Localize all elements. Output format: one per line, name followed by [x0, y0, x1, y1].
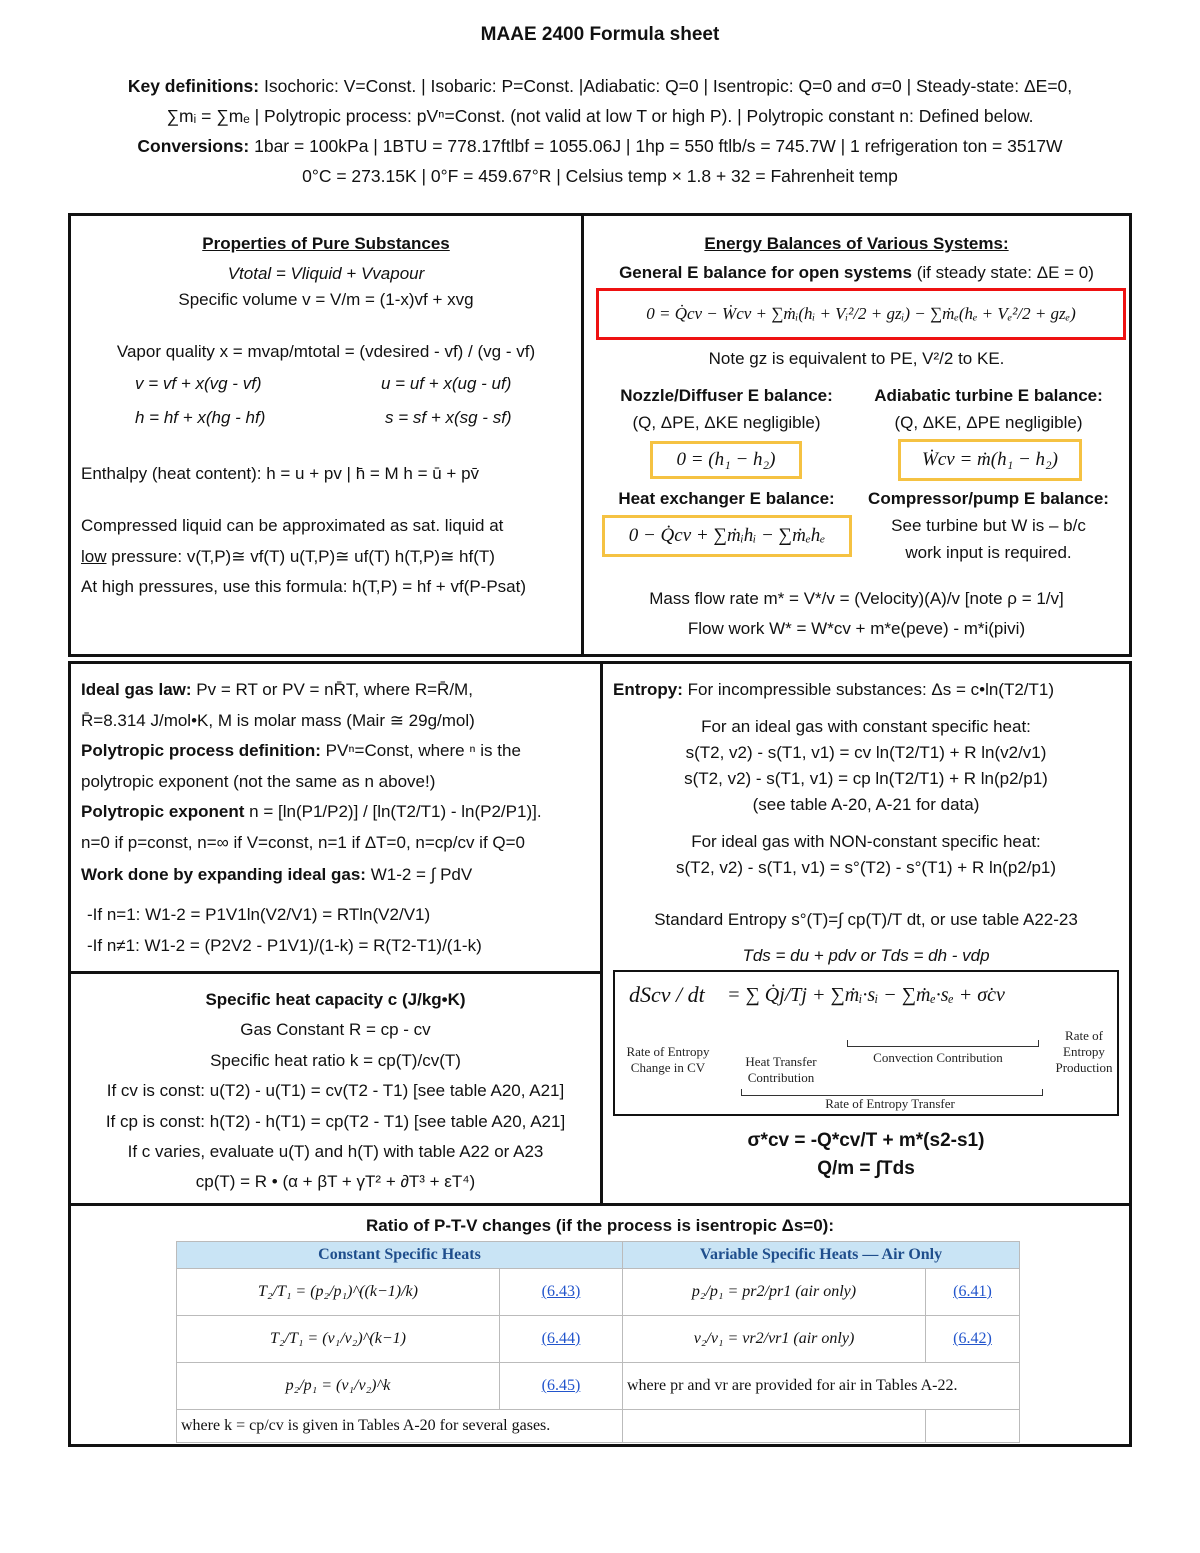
cp-heat-ratio: Specific heat ratio k = cp(T)/cv(T): [210, 1051, 461, 1070]
eq-6-42: v₂/v₁ = vr2/vr1 (air only): [623, 1316, 926, 1363]
pure-specific-volume: Specific volume v = V/m = (1-x)vf + xvg: [178, 290, 474, 309]
link-6-45[interactable]: (6.45): [541, 1377, 581, 1394]
label-entropy-production: Rate of Entropy Production: [1055, 1028, 1113, 1075]
key-definitions-text: Isochoric: V=Const. | Isobaric: P=Const. |Adiabatic: Q=0 | Isentropic: Q=0 and σ=0 | Steady-state: ΔE=0,: [263, 76, 1073, 96]
tds-relations: Tds = du + pdv or Tds = dh - vdp: [742, 946, 990, 965]
label-convection: Convection Contribution: [873, 1050, 1003, 1065]
compressor-line1: See turbine but W is – b/c: [891, 516, 1086, 535]
ideal-gas-law-label: Ideal gas law:: [81, 680, 192, 699]
general-energy-equation: 0 = Q̇cv − Ẇcv + ∑ṁᵢ(hᵢ + Vᵢ²/2 + gzᵢ) − ∑ṁₑ(hₑ + Vₑ²/2 + gzₑ): [596, 288, 1126, 340]
pure-compressed-liquid: Compressed liquid can be approximated as sat. liquid at: [81, 516, 504, 535]
pure-low-word: low: [81, 547, 107, 566]
nozzle-label: Nozzle/Diffuser E balance:: [620, 386, 833, 405]
polytropic-exponent-text: n = [ln(P1/P2)] / [ln(T2/T1) - ln(P2/P1)].: [249, 802, 542, 821]
work-n-not-1: -If n≠1: W1-2 = (P2V2 - P1V1)/(1-k) = R(T2-T1)/(1-k): [87, 936, 482, 955]
entropy-cp-formula: s(T2, v2) - s(T1, v1) = cp ln(T2/T1) + R ln(p2/p1): [684, 769, 1048, 788]
pure-enthalpy: Enthalpy (heat content): h = u + pv | h̄ = M h = ū + pv̄: [81, 464, 480, 483]
transfer-brace: [741, 1089, 1043, 1096]
eq-6-45: p₂/p₁ = (v₁/v₂)^k: [177, 1363, 500, 1410]
entropy-generation: σ*cv = -Q*cv/T + m*(s2-s1): [747, 1130, 985, 1151]
entropy-const-heading: For an ideal gas with constant specific heat:: [701, 717, 1031, 736]
entropy-incompressible: [613, 680, 1054, 700]
pure-high-pressure: At high pressures, use this formula: h(T,P) = hf + vf(P-Psat): [81, 577, 527, 596]
table-row: [177, 1316, 1020, 1363]
compressor-label: Compressor/pump E balance:: [868, 489, 1109, 508]
polytropic-exponent-label: Polytropic exponent: [81, 802, 245, 821]
hx-equation: 0 − Q̇cv + ∑ṁᵢhᵢ − ∑ṁₑhₑ: [602, 515, 852, 557]
hx-label: Heat exchanger E balance:: [618, 489, 835, 508]
key-definitions-label: Key definitions:: [127, 76, 260, 96]
expansion-work-label: Work done by expanding ideal gas:: [81, 865, 366, 884]
temperature-conversions: 0°C = 273.15K | 0°F = 459.67°R | Celsius temp × 1.8 + 32 = Fahrenheit temp: [302, 166, 898, 186]
empty-cell: [623, 1410, 926, 1443]
cp-gas-constant: Gas Constant R = cp - cv: [240, 1020, 431, 1039]
entropy-rate-lhs: dScv / dt: [629, 982, 705, 1007]
cp-varies: If c varies, evaluate u(T) and h(T) with table A22 or A23: [127, 1142, 544, 1161]
turbine-label: Adiabatic turbine E balance:: [874, 386, 1103, 405]
standard-entropy: Standard Entropy s°(T)=∫ cp(T)/T dt, or use table A22-23: [654, 910, 1078, 929]
expansion-work: [81, 865, 472, 885]
ptv-table: [176, 1241, 1020, 1443]
specific-heat-box: [68, 971, 603, 1206]
constant-heats-note: where k = cp/cv is given in Tables A-20 for several gases.: [177, 1410, 623, 1443]
entropy-rate-rhs: = ∑ Q̇j/Tj + ∑ṁᵢ·sᵢ − ∑ṁₑ·sₑ + σ̇cv: [727, 984, 1005, 1006]
energy-box: [581, 213, 1132, 657]
ideal-gas-law-text: Pv = RT or PV = nR̄T, where R=R̄/M,: [196, 680, 473, 699]
expansion-work-text: W1-2 = ∫ PdV: [370, 865, 473, 884]
polytropic-definition-text: PVⁿ=Const, where ⁿ is the: [325, 741, 521, 760]
conversions-text: 1bar = 100kPa | 1BTU = 778.17ftlbf = 1055.06J | 1hp = 550 ftlb/s = 745.7W | 1 refrigeration ton = 3517W: [254, 136, 1063, 156]
gas-constant: R̄=8.314 J/mol•K, M is molar mass (Mair ≅ 29g/mol): [81, 711, 475, 730]
table-row: [177, 1363, 1020, 1410]
entropy-table-note: (see table A-20, A-21 for data): [752, 795, 980, 814]
energy-general-note: (if steady state: ΔE = 0): [916, 263, 1094, 282]
pure-total-volume: Vtotal = Vliquid + Vvapour: [227, 264, 425, 283]
ptv-heading: Ratio of P-T-V changes (if the process is isentropic Δs=0):: [365, 1216, 834, 1235]
energy-note: Note gz is equivalent to PE, V²/2 to KE.: [708, 349, 1005, 368]
pure-s-quality: s = sf + x(sg - sf): [385, 408, 512, 427]
polytropic-exponent: [81, 802, 542, 822]
pure-substances-box: [68, 213, 584, 657]
ptv-header-row: [177, 1242, 1020, 1269]
cp-cv-const: If cv is const: u(T2) - u(T1) = cv(T2 - T1) [see table A20, A21]: [106, 1081, 565, 1100]
key-definitions-cont: ∑mᵢ = ∑mₑ | Polytropic process: pVⁿ=Const. (not valid at low T or high P). | Polytropic constant n: Defined below.: [166, 106, 1034, 126]
empty-cell: [926, 1410, 1020, 1443]
polytropic-definition-label: Polytropic process definition:: [81, 741, 321, 760]
entropy-nonconst-formula: s(T2, v2) - s(T1, v1) = s°(T2) - s°(T1) + R ln(p2/p1): [675, 858, 1057, 877]
flow-work: Flow work W* = W*cv + m*e(peve) - m*i(pivi): [687, 619, 1026, 638]
label-heat-transfer: Heat Transfer Contribution: [745, 1054, 817, 1085]
turbine-equation: Ẇcv = ṁ(h₁ − h₂): [898, 439, 1082, 481]
pure-v-quality: v = vf + x(vg - vf): [135, 374, 262, 393]
pure-vapor-quality: Vapor quality x = mvap/mtotal = (vdesired - vf) / (vg - vf): [116, 342, 536, 361]
table-row: [177, 1410, 1020, 1443]
convection-brace: [847, 1040, 1039, 1047]
turbine-note: (Q, ΔKE, ΔPE negligible): [894, 413, 1083, 432]
conversions-label: Conversions:: [137, 136, 250, 156]
pure-low-pressure: [81, 547, 495, 567]
variable-heats-note: where pr and vr are provided for air in Tables A-22.: [623, 1363, 1020, 1410]
link-6-41[interactable]: (6.41): [953, 1283, 992, 1300]
ideal-gas-box: [68, 661, 603, 974]
entropy-label: Entropy:: [613, 680, 683, 699]
eq-6-43: T₂/T₁ = (p₂/p₁)^((k−1)/k): [177, 1269, 500, 1316]
key-definitions: [0, 71, 1200, 101]
ideal-gas-law: [81, 680, 473, 700]
col-variable-heats: Variable Specific Heats — Air Only: [623, 1242, 1020, 1269]
eq-6-44: T₂/T₁ = (v₁/v₂)^(k−1): [177, 1316, 500, 1363]
work-n1: -If n=1: W1-2 = P1V1ln(V2/V1) = RTln(V2/V1): [87, 905, 431, 924]
entropy-incompressible-text: For incompressible substances: Δs = c•ln(T2/T1): [687, 680, 1055, 699]
cp-heading: Specific heat capacity c (J/kg•K): [205, 990, 466, 1009]
pure-u-quality: u = uf + x(ug - uf): [381, 374, 512, 393]
nozzle-equation: 0 = (h₁ − h₂): [650, 441, 802, 479]
link-6-43[interactable]: (6.43): [541, 1283, 581, 1300]
heat-per-mass: Q/m = ∫Tds: [817, 1158, 915, 1179]
link-6-44[interactable]: (6.44): [541, 1330, 581, 1347]
nozzle-note: (Q, ΔPE, ΔKE negligible): [632, 413, 821, 432]
col-constant-heats: Constant Specific Heats: [177, 1242, 623, 1269]
compressor-line2: work input is required.: [905, 543, 1072, 562]
energy-heading: Energy Balances of Various Systems:: [704, 234, 1009, 253]
conversions: [0, 131, 1200, 161]
entropy-nonconst-heading: For ideal gas with NON-constant specific heat:: [691, 832, 1041, 851]
label-entropy-change: Rate of Entropy Change in CV: [626, 1044, 710, 1075]
link-6-42[interactable]: (6.42): [953, 1330, 992, 1347]
entropy-rate-balance: [613, 970, 1119, 1116]
pure-heading: Properties of Pure Substances: [202, 234, 450, 253]
energy-general: [584, 263, 1129, 283]
pure-h-quality: h = hf + x(hg - hf): [135, 408, 266, 427]
pure-low-text: pressure: v(T,P)≅ vf(T) u(T,P)≅ uf(T) h(T,P)≅ hf(T): [111, 547, 495, 566]
eq-6-41: p₂/p₁ = pr2/pr1 (air only): [623, 1269, 926, 1316]
mass-flow-rate: Mass flow rate m* = V*/v = (Velocity)(A)/v [note ρ = 1/v]: [649, 589, 1064, 608]
entropy-box: [600, 661, 1132, 1206]
cp-polynomial: cp(T) = R • (α + βT + γT² + ∂T³ + εT⁴): [195, 1172, 476, 1191]
page-title: MAAE 2400 Formula sheet: [480, 24, 720, 45]
energy-general-label: General E balance for open systems: [619, 263, 912, 282]
cp-cp-const: If cp is const: h(T2) - h(T1) = cp(T2 - T1) [see table A20, A21]: [105, 1112, 566, 1131]
polytropic-note: polytropic exponent (not the same as n above!): [81, 772, 436, 791]
polytropic-definition: [81, 741, 521, 761]
polytropic-cases: n=0 if p=const, n=∞ if V=const, n=1 if ΔT=0, n=cp/cv if Q=0: [81, 833, 526, 852]
entropy-cv-formula: s(T2, v2) - s(T1, v1) = cv ln(T2/T1) + R ln(v2/v1): [685, 743, 1047, 762]
table-row: [177, 1269, 1020, 1316]
label-entropy-transfer: Rate of Entropy Transfer: [825, 1096, 955, 1111]
